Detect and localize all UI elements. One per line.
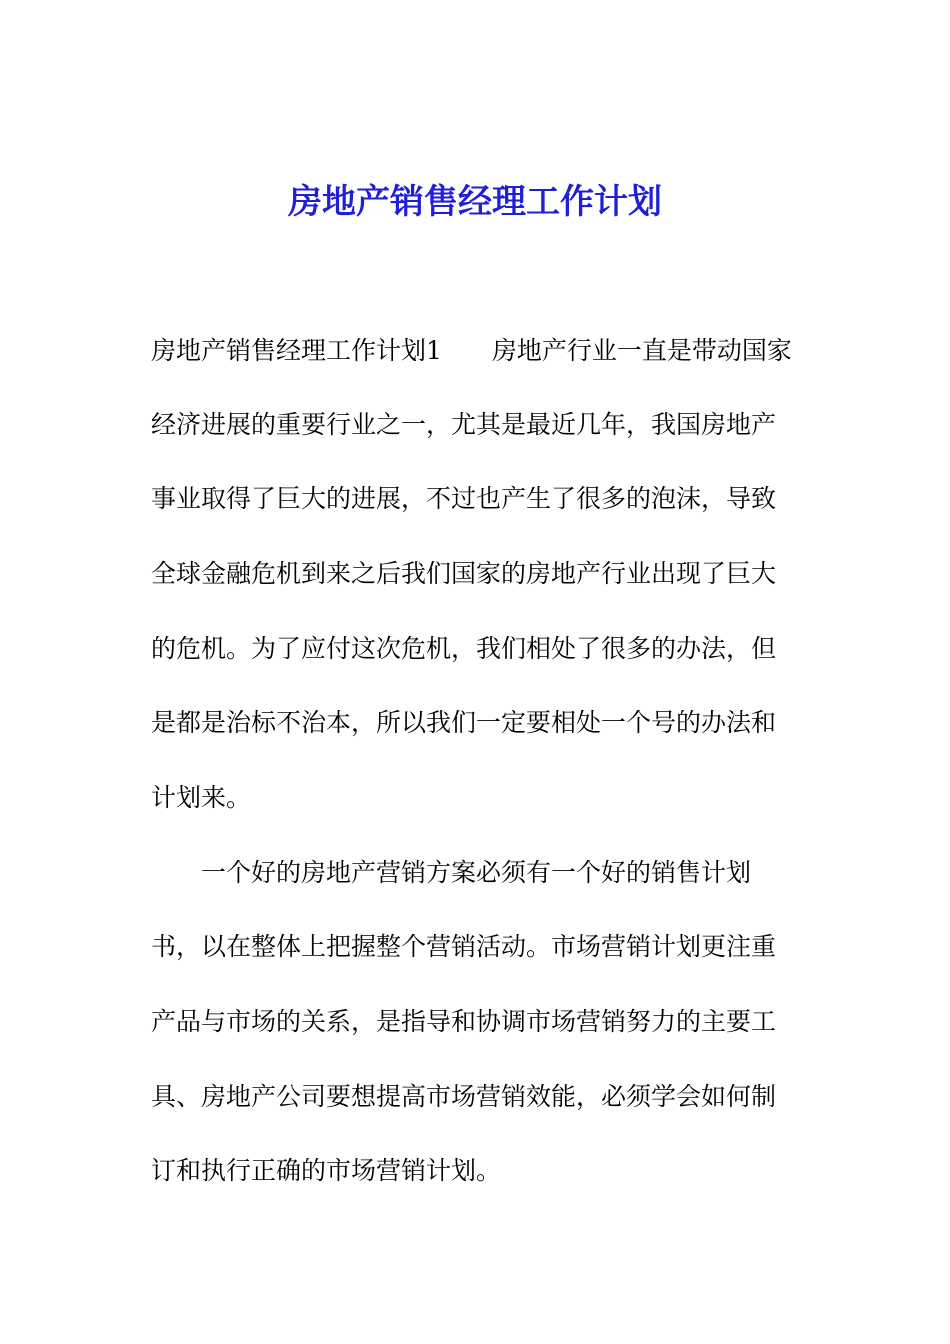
paragraph-1-line-1 xyxy=(151,331,831,371)
paragraph-2-line-1: 一个好的房地产营销方案必须有一个好的销售计划 xyxy=(201,858,752,887)
paragraph-1-line-5: 的危机。为了应付这次危机，我们相处了很多的办法，但 xyxy=(151,634,777,663)
paragraph-1-line-7: 计划来。 xyxy=(151,783,252,812)
paragraph-1-line-2: 经济进展的重要行业之一，尤其是最近几年，我国房地产 xyxy=(151,410,777,439)
paragraph-2-line-5: 订和执行正确的市场营销计划。 xyxy=(151,1156,502,1185)
paragraph-1-line-3: 事业取得了巨大的进展，不过也产生了很多的泡沫，导致 xyxy=(151,484,777,513)
paragraph-1-line-4: 全球金融危机到来之后我们国家的房地产行业出现了巨大 xyxy=(151,559,777,588)
document-title: 房地产销售经理工作计划 xyxy=(288,182,662,222)
paragraph-2-line-2: 书，以在整体上把握整个营销活动。市场营销计划更注重 xyxy=(151,932,777,961)
paragraph-1-line-6: 是都是治标不治本，所以我们一定要相处一个号的办法和 xyxy=(151,708,777,737)
paragraph-2-line-4: 具、房地产公司要想提高市场营销效能，必须学会如何制 xyxy=(151,1082,777,1111)
section-heading-inline: 房地产销售经理工作计划1 xyxy=(151,336,442,365)
paragraph-2-line-3: 产品与市场的关系，是指导和协调市场营销努力的主要工 xyxy=(151,1007,777,1036)
paragraph-text: 房地产行业一直是带动国家 xyxy=(491,336,792,365)
